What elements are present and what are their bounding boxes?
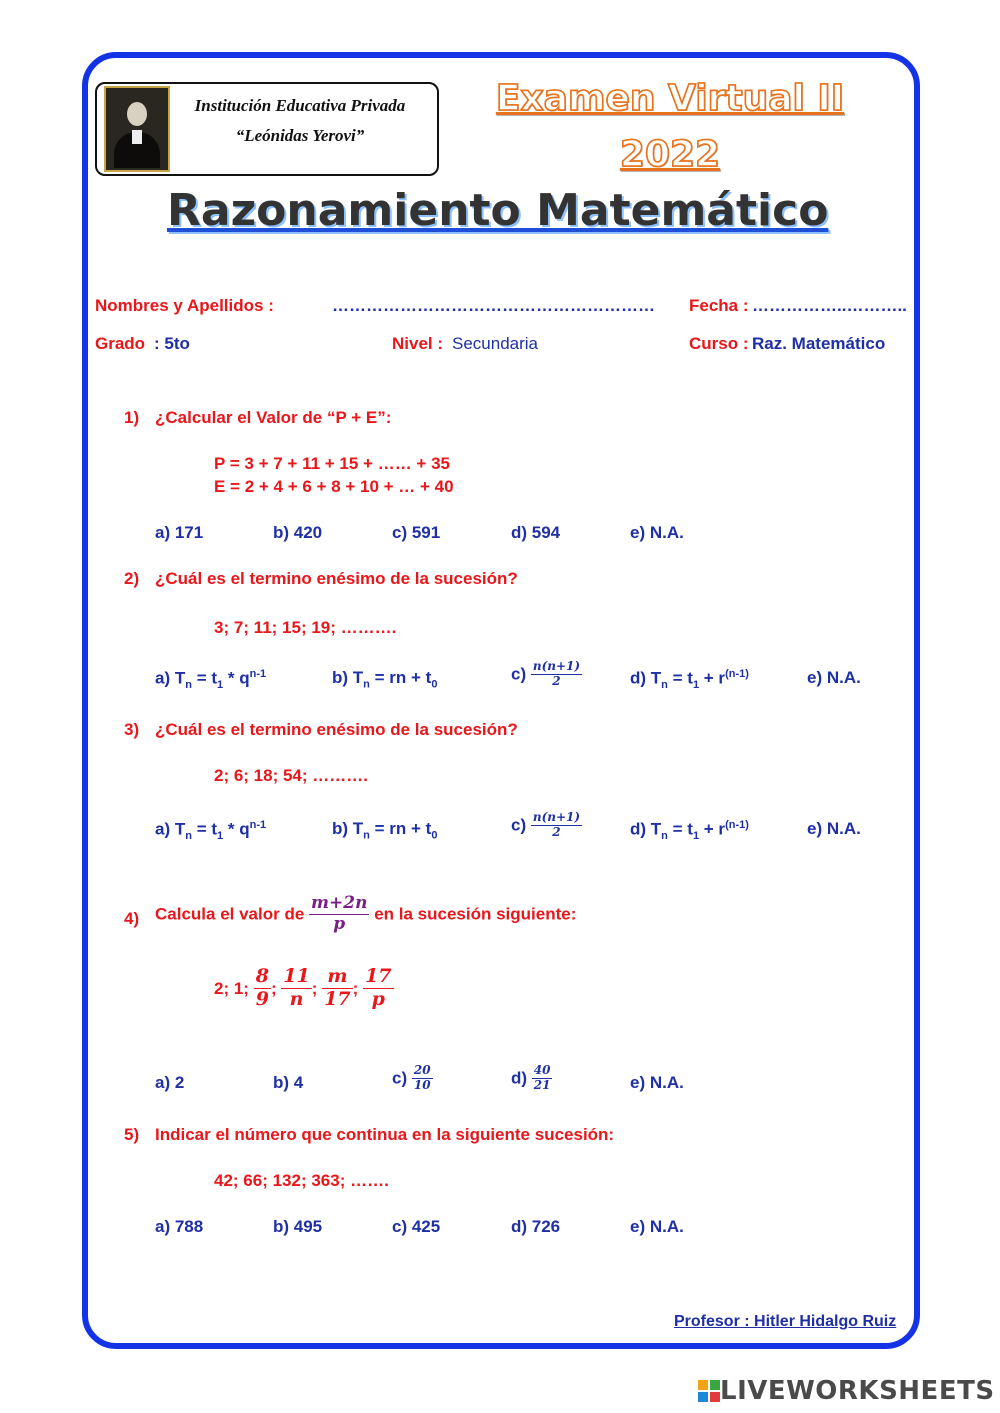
q4-expression-fraction: $\frac{m+2n}{p}$ xyxy=(311,893,368,934)
q3-option-e[interactable]: e) N.A. xyxy=(807,819,861,838)
q5-option-e[interactable]: e) N.A. xyxy=(630,1217,684,1236)
q5-sequence: 42; 66; 132; 363; ……. xyxy=(214,1171,389,1190)
q4-seq-fraction-3: $\frac{m}{17}$ xyxy=(324,965,351,1010)
grade-value: : 5to xyxy=(154,334,190,353)
course-value: Raz. Matemático xyxy=(752,334,886,353)
names-label: Nombres y Apellidos : xyxy=(95,296,274,315)
q5-number: 5) xyxy=(124,1125,140,1144)
school-name-line1: Institución Educativa Privada xyxy=(194,96,406,115)
date-field[interactable]: ……………..……….. xyxy=(752,296,907,315)
q4-option-b[interactable]: b) 4 xyxy=(273,1073,304,1092)
q1-option-e[interactable]: e) N.A. xyxy=(630,523,684,542)
course-label: Curso : xyxy=(689,334,749,353)
q2-option-c[interactable]: c) $\frac{n(n+1)}{2}$ xyxy=(511,659,581,688)
q3-number: 3) xyxy=(124,720,140,739)
exam-title-line1: Examen Virtual II xyxy=(495,78,845,119)
portrait-photo xyxy=(104,86,170,172)
q3-option-a[interactable]: a) $T_n = t_1 * q^{n-1}$ xyxy=(155,819,267,843)
q1-text: ¿Calcular el Valor de “P + E”: xyxy=(155,408,392,427)
q4-option-c[interactable]: c) $\frac{20}{10}$ xyxy=(392,1063,431,1092)
exam-title-line2: 2022 xyxy=(619,134,721,175)
q4-option-e[interactable]: e) N.A. xyxy=(630,1073,684,1092)
liveworksheets-brand[interactable] xyxy=(698,1376,995,1406)
q4-seq-fraction-4: $\frac{17}{p}$ xyxy=(365,965,392,1010)
q5-text: Indicar el número que continua en la siguiente sucesión: xyxy=(155,1125,615,1144)
q2-option-a[interactable]: a) $T_n = t_1 * q^{n-1}$ xyxy=(155,668,267,692)
q5-option-a[interactable]: a) 788 xyxy=(155,1217,204,1236)
q4-sequence: 2; 1; $\frac{8}{9}$ ; $\frac{11}{n}$ ; $\frac{m}{17}$ ; $\frac{17}{p}$ xyxy=(214,965,392,1010)
subject-title: Razonamiento Matemático xyxy=(167,185,829,236)
page-border xyxy=(82,52,920,1349)
q4-number: 4) xyxy=(124,909,140,928)
q2-sequence: 3; 7; 11; 15; 19; ………. xyxy=(214,618,397,637)
q3-text: ¿Cuál es el termino enésimo de la sucesión? xyxy=(155,720,518,739)
level-value: Secundaria xyxy=(452,334,539,353)
q1-option-d[interactable]: d) 594 xyxy=(511,523,561,542)
q2-option-e[interactable]: e) N.A. xyxy=(807,668,861,687)
q3-option-d[interactable]: d) $T_n = t_1 + r^{(n-1)}$ xyxy=(630,819,749,843)
date-label: Fecha : xyxy=(689,296,749,315)
q1-line-e: E = 2 + 4 + 6 + 8 + 10 + … + 40 xyxy=(214,477,454,496)
q5-option-b[interactable]: b) 495 xyxy=(273,1217,323,1236)
q2-number: 2) xyxy=(124,569,140,588)
q3-option-c[interactable]: c) $\frac{n(n+1)}{2}$ xyxy=(511,810,581,839)
q5-option-c[interactable]: c) 425 xyxy=(392,1217,441,1236)
school-name-line2: “Leónidas Yerovi” xyxy=(235,126,365,145)
q4-seq-fraction-2: $\frac{11}{n}$ xyxy=(283,965,310,1010)
q3-sequence: 2; 6; 18; 54; ………. xyxy=(214,766,368,785)
liveworksheets-logo-icon xyxy=(698,1380,720,1402)
professor-name: Profesor : Hitler Hidalgo Ruiz xyxy=(674,1313,897,1330)
names-field[interactable]: ………………………………………………… xyxy=(332,296,655,315)
portrait-collar xyxy=(132,130,142,144)
q2-option-b[interactable]: b) $T_n$ = rn + $t_0$ xyxy=(332,668,438,691)
q1-number: 1) xyxy=(124,408,140,427)
grade-label: Grado xyxy=(95,334,146,353)
q5-option-d[interactable]: d) 726 xyxy=(511,1217,561,1236)
liveworksheets-wordmark: LIVEWORKSHEETS xyxy=(720,1376,995,1406)
q1-option-c[interactable]: c) 591 xyxy=(392,523,441,542)
q1-option-a[interactable]: a) 171 xyxy=(155,523,204,542)
level-label: Nivel : xyxy=(392,334,444,353)
q1-line-p: P = 3 + 7 + 11 + 15 + …… + 35 xyxy=(214,454,450,473)
portrait-head xyxy=(127,102,147,126)
q4-option-d[interactable]: d) $\frac{40}{21}$ xyxy=(511,1063,551,1092)
q4-option-a[interactable]: a) 2 xyxy=(155,1073,185,1092)
q4-text: Calcula el valor de $\frac{m+2n}{p}$ en la sucesión siguiente: xyxy=(155,893,577,934)
q3-option-b[interactable]: b) $T_n$ = rn + $t_0$ xyxy=(332,819,438,842)
q1-option-b[interactable]: b) 420 xyxy=(273,523,323,542)
q2-text: ¿Cuál es el termino enésimo de la sucesión? xyxy=(155,569,518,588)
q2-option-d[interactable]: d) $T_n = t_1 + r^{(n-1)}$ xyxy=(630,668,749,692)
q4-seq-fraction-1: $\frac{8}{9}$ xyxy=(255,965,269,1010)
